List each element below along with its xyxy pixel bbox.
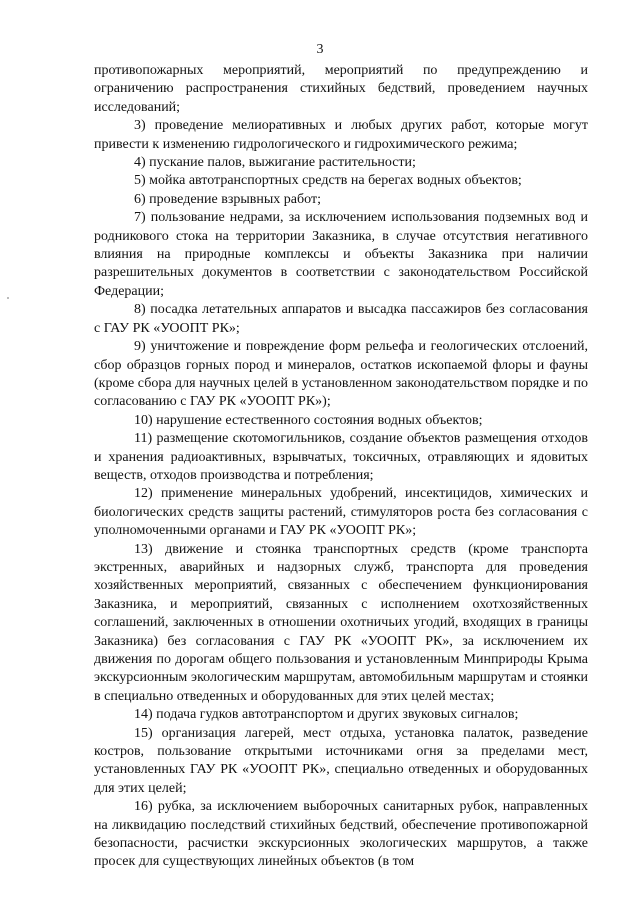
list-item-15: 15) организация лагерей, мест отдыха, установка палаток, разведение костров, пользование открытыми источниками огня за пределами мест, установленных ГАУ РК «УООПТ РК», специально отведенных и оборудованных для этих целей; [94, 725, 588, 796]
list-item-5: 5) мойка автотранспортных средств на берегах водных объектов; [134, 173, 522, 189]
list-item-8: 8) посадка летательных аппаратов и высадка пассажиров без согласования с ГАУ РК «УООПТ РК»; [94, 302, 588, 336]
list-item-6: 6) проведение взрывных работ; [134, 191, 321, 207]
list-item-16: 16) рубка, за исключением выборочных санитарных рубок, направленных на ликвидацию последствий стихийных бедствий, обеспечение противопожарной безопасности, расчистки экскурсионных экологических маршрутов, а также просек для существующих линейных объектов (в том [94, 799, 588, 870]
list-item-7: 7) пользование недрами, за исключением использования подземных вод и родникового стока на территории Заказника, в случае отсутствия негативного влияния на природные комплексы и объекты Заказника при наличии разрешительных документов в соответствии с законодательством Российской Федерации; [94, 210, 588, 299]
list-item-12: 12) применение минеральных удобрений, инсектицидов, химических и биологических средств защиты растений, стимуляторов роста без согласования с уполномоченными органами и ГАУ РК «УООПТ РК»; [94, 486, 588, 539]
list-item-3: 3) проведение мелиоративных и любых других работ, которые могут привести к изменению гидрологического и гидрохимического режима; [94, 118, 588, 152]
document-body [94, 62, 588, 872]
paragraph-continuation: противопожарных мероприятий, мероприятий по предупреждению и ограничению распространения стихийных бедствий, проведением научных исследований; [94, 63, 588, 115]
list-item-13: 13) движение и стоянка транспортных средств (кроме транспорта экстренных, аварийных и надзорных служб, транспорта для проведения хозяйственных мероприятий, связанных с обеспечением функционирования Заказника, и мероприятий, связанных с исполнением охотхозяйственных соглашений, заключенных в отношении охотничьих угодий, входящих в границы Заказника) без согласования с ГАУ РК «УООПТ РК», за исключением их движения по дорогам общего пользования и установленным Минприроды Крыма экскурсионным экологическим маршрутам, автомобильным маршрутам и стоянки в специально отведенных и оборудованных для этих целей местах; [94, 541, 588, 704]
list-item-11: 11) размещение скотомогильников, создание объектов размещения отходов и хранения радиоактивных, взрывчатых, токсичных, отравляющих и ядовитых веществ, отходов производства и потребления; [94, 431, 588, 483]
list-item-14: 14) подача гудков автотранспортом и других звуковых сигналов; [134, 707, 519, 723]
list-item-9: 9) уничтожение и повреждение форм рельефа и геологических отслоений, сбор образцов горных пород и минералов, остатков ископаемой флоры и фауны (кроме сбора для научных целей в установленном законодательством порядке и по согласованию с ГАУ РК «УООПТ РК»); [94, 339, 588, 410]
list-item-10: 10) нарушение естественного состояния водных объектов; [134, 412, 483, 428]
page-number: 3 [316, 42, 324, 57]
scan-speck [7, 297, 9, 299]
list-item-4: 4) пускание палов, выжигание растительности; [134, 155, 416, 171]
